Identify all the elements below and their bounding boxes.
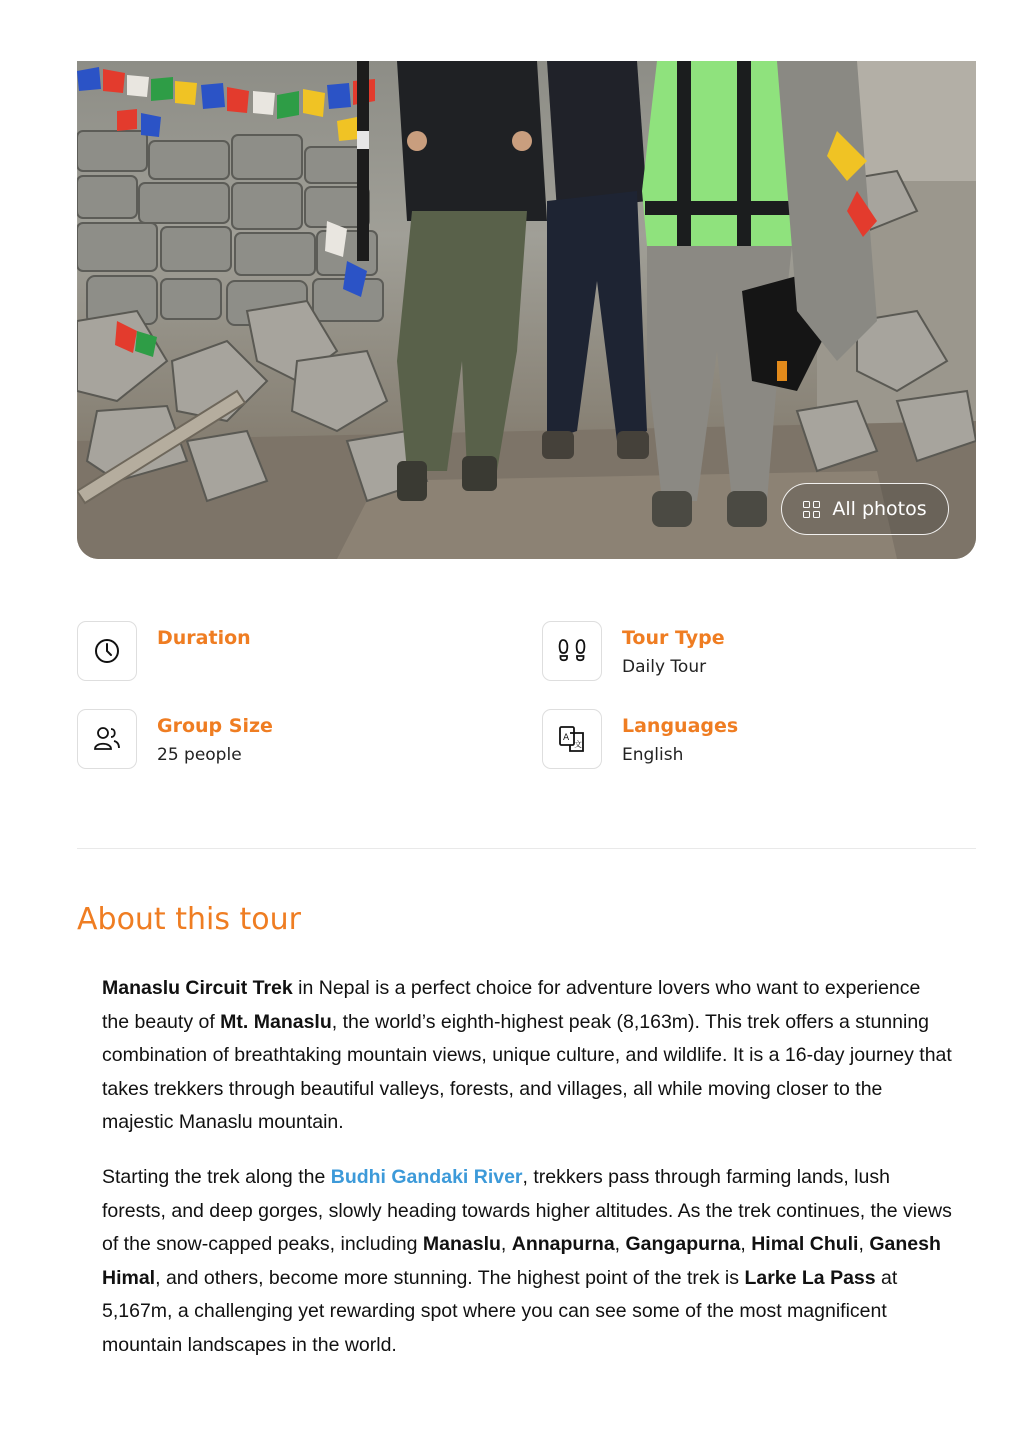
comma: , bbox=[500, 1233, 512, 1256]
languages-title: Languages bbox=[622, 715, 739, 737]
p1-text-2: , the world’s eighth-highest peak (8,163m). This trek offers a stunning combination of breathtaking mountain views, unique culture, and wildlife. It is a 16-day journey that takes trekkers through beautiful valleys, forests, and villages, all while moving closer to the majestic Manaslu mountain. bbox=[102, 1010, 952, 1134]
clock-icon bbox=[93, 637, 121, 665]
translate-icon bbox=[557, 724, 587, 754]
about-paragraph-2 bbox=[102, 1161, 952, 1363]
languages-icon-box bbox=[542, 709, 602, 769]
svg-text:A: A bbox=[563, 733, 570, 743]
p2-text-3: , and others, become more stunning. The highest point of the trek is bbox=[155, 1266, 745, 1289]
section-divider bbox=[77, 848, 976, 849]
comma: , bbox=[858, 1233, 870, 1256]
grid-icon bbox=[803, 501, 820, 518]
group-size-value: 25 people bbox=[157, 745, 242, 765]
footprints-icon bbox=[557, 636, 587, 666]
tour-type-icon-box bbox=[542, 621, 602, 681]
about-paragraph-1 bbox=[102, 972, 952, 1140]
larke-la-pass: Larke La Pass bbox=[744, 1266, 876, 1289]
tour-type-title: Tour Type bbox=[622, 627, 725, 649]
comma: , bbox=[614, 1233, 626, 1256]
trek-name: Manaslu Circuit Trek bbox=[102, 977, 293, 999]
duration-title: Duration bbox=[157, 627, 251, 649]
peak-ganesh-himal: Ganesh Himal bbox=[102, 1233, 941, 1289]
info-duration bbox=[77, 621, 251, 681]
users-icon bbox=[92, 724, 122, 754]
peak-gangapurna: Gangapurna bbox=[625, 1233, 741, 1256]
duration-icon-box bbox=[77, 621, 137, 681]
p2-text-1: Starting the trek along the bbox=[102, 1166, 331, 1188]
peak-manaslu: Manaslu bbox=[422, 1233, 501, 1256]
all-photos-label: All photos bbox=[832, 498, 927, 520]
group-size-icon-box bbox=[77, 709, 137, 769]
hero-photo[interactable] bbox=[77, 61, 976, 559]
peak-annapurna: Annapurna bbox=[511, 1233, 615, 1256]
info-tour-type bbox=[542, 621, 725, 681]
mt-manaslu: Mt. Manaslu bbox=[220, 1010, 332, 1033]
p2-text-2: , trekkers pass through farming lands, lush forests, and deep gorges, slowly heading towards higher altitudes. As the trek continues, the views of the snow-capped peaks, including bbox=[102, 1166, 952, 1256]
all-photos-button[interactable] bbox=[781, 483, 949, 535]
tour-type-value: Daily Tour bbox=[622, 657, 707, 677]
info-languages bbox=[542, 709, 738, 769]
group-size-title: Group Size bbox=[157, 715, 273, 737]
info-group-size bbox=[77, 709, 273, 769]
peak-himal-chuli: Himal Chuli bbox=[751, 1233, 859, 1256]
svg-text:文: 文 bbox=[574, 740, 582, 749]
about-title: About this tour bbox=[77, 902, 301, 937]
comma: , bbox=[740, 1233, 752, 1256]
p2-text-4: at 5,167m, a challenging yet rewarding spot where you can see some of the most magnificent mountain landscapes in the world. bbox=[102, 1266, 898, 1356]
budhi-gandaki-link[interactable]: Budhi Gandaki River bbox=[330, 1166, 523, 1188]
p1-text-1: in Nepal is a perfect choice for adventure lovers who want to experience the beauty of bbox=[102, 977, 921, 1033]
languages-value: English bbox=[622, 745, 684, 765]
